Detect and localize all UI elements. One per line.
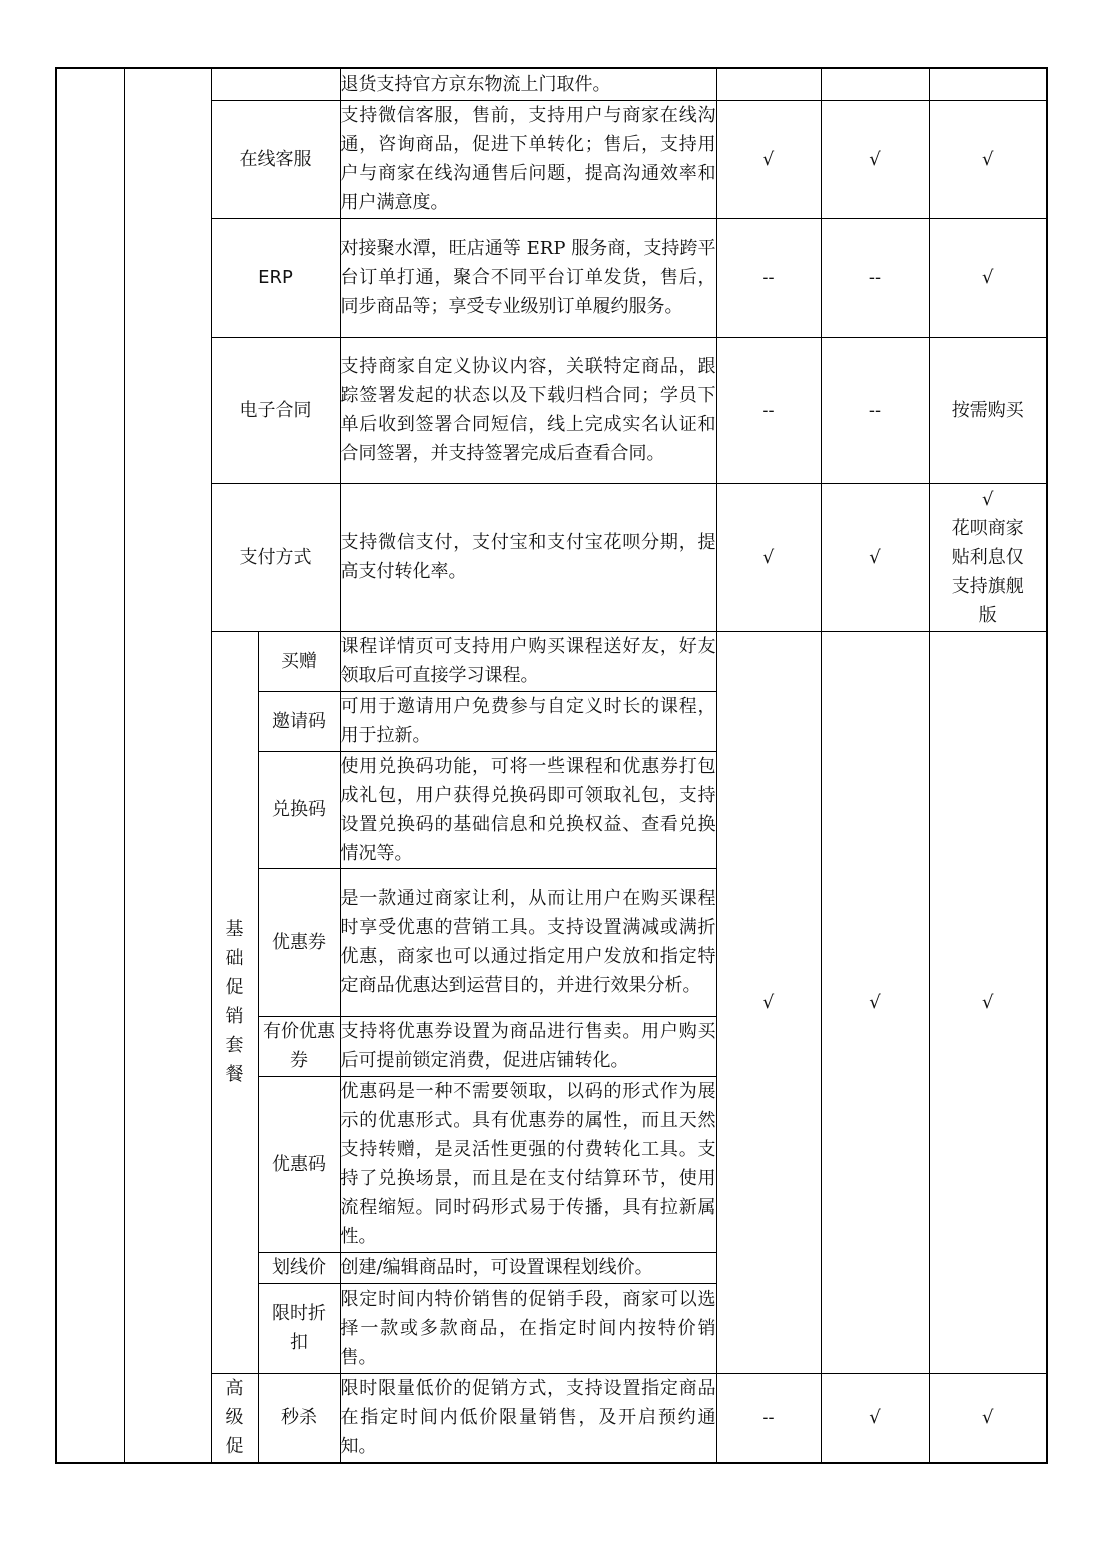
plan-3-mark: √ — [929, 1373, 1047, 1463]
sub-category-cell — [124, 68, 211, 1463]
promo-item-description: 优惠码是一种不需要领取，以码的形式作为展示的优惠形式。具有优惠券的属性，而且天然支持转赠，是灵活性更强的付费转化工具。支持了兑换场景，而且是在支付结算环节，使用流程缩短。同时码形式易于传播，具有拉新属性。 — [340, 1076, 716, 1252]
feature-description: 对接聚水潭，旺店通等 ERP 服务商，支持跨平台订单打通，聚合不同平台订单发货，售后，同步商品等；享受专业级别订单履约服务。 — [340, 218, 716, 337]
promo-item-name: 有价优惠券 — [258, 1016, 340, 1076]
plan-2-mark: -- — [821, 337, 929, 483]
promo-item-description: 可用于邀请用户免费参与自定义时长的课程，用于拉新。 — [340, 691, 716, 751]
plan-3-mark: √ — [929, 631, 1047, 1373]
plan-2-mark: √ — [821, 483, 929, 631]
promo-item-name: 买赠 — [258, 631, 340, 691]
promo-item-description: 限定时间内特价销售的促销手段，商家可以选择一款或多款商品，在指定时间内按特价销售。 — [340, 1283, 716, 1373]
promo-item-description: 课程详情页可支持用户购买课程送好友，好友领取后可直接学习课程。 — [340, 631, 716, 691]
promo-item-name: 优惠码 — [258, 1076, 340, 1252]
promo-item-name: 划线价 — [258, 1252, 340, 1283]
plan-2-mark — [821, 68, 929, 100]
promo-item-name: 邀请码 — [258, 691, 340, 751]
plan-2-mark: -- — [821, 218, 929, 337]
plan-3-mark: √ — [929, 100, 1047, 218]
plan-2-mark: √ — [821, 100, 929, 218]
plan-3-mark — [929, 483, 1047, 631]
feature-description: 支持微信支付，支付宝和支付宝花呗分期，提高支付转化率。 — [340, 483, 716, 631]
promo-item-name: 限时折扣 — [258, 1283, 340, 1373]
feature-description: 退货支持官方京东物流上门取件。 — [340, 68, 716, 100]
plan-1-mark: √ — [716, 483, 821, 631]
promo-item-description: 支持将优惠券设置为商品进行售卖。用户购买后可提前锁定消费，促进店铺转化。 — [340, 1016, 716, 1076]
plan-3-mark: √ — [929, 218, 1047, 337]
check-mark: √ — [982, 488, 994, 510]
plan-1-mark: -- — [716, 1373, 821, 1463]
basic-promo-group-label: 基础促销套餐 — [211, 631, 258, 1373]
promo-item-description: 是一款通过商家让利，从而让用户在购买课程时享受优惠的营销工具。支持设置满减或满折优惠，商家也可以通过指定用户发放和指定特定商品优惠达到运营目的，并进行效果分析。 — [340, 868, 716, 1016]
promo-item-name: 秒杀 — [258, 1373, 340, 1463]
feature-name: 电子合同 — [211, 337, 340, 483]
feature-description: 支持商家自定义协议内容，关联特定商品，跟踪签署发起的状态以及下载归档合同；学员下单后收到签署合同短信，线上完成实名认证和合同签署，并支持签署完成后查看合同。 — [340, 337, 716, 483]
plan-2-mark: √ — [821, 631, 929, 1373]
feature-name: ERP — [211, 218, 340, 337]
feature-description: 支持微信客服，售前，支持用户与商家在线沟通，咨询商品，促进下单转化；售后，支持用户与商家在线沟通售后问题，提高沟通效率和用户满意度。 — [340, 100, 716, 218]
promo-item-description: 限时限量低价的促销方式，支持设置指定商品在指定时间内低价限量销售，及开启预约通知。 — [340, 1373, 716, 1463]
promo-item-description: 创建/编辑商品时，可设置课程划线价。 — [340, 1252, 716, 1283]
plan-3-mark: 按需购买 — [929, 337, 1047, 483]
plan-1-mark: √ — [716, 100, 821, 218]
plan-1-mark: √ — [716, 631, 821, 1373]
plan-3-note: 花呗商家贴利息仅支持旗舰版 — [951, 517, 1024, 626]
plan-1-mark: -- — [716, 337, 821, 483]
promo-item-name: 优惠券 — [258, 868, 340, 1016]
feature-name: 在线客服 — [211, 100, 340, 218]
plan-1-mark: -- — [716, 218, 821, 337]
outer-category-cell — [56, 68, 124, 1463]
promo-item-name: 兑换码 — [258, 751, 340, 868]
plan-2-mark: √ — [821, 1373, 929, 1463]
feature-name-cell — [211, 68, 340, 100]
feature-comparison-table — [55, 67, 1048, 1464]
feature-name: 支付方式 — [211, 483, 340, 631]
table-row-return — [56, 68, 1047, 100]
plan-3-mark — [929, 68, 1047, 100]
plan-1-mark — [716, 68, 821, 100]
advanced-promo-group-label: 高级促 — [211, 1373, 258, 1463]
promo-item-description: 使用兑换码功能，可将一些课程和优惠券打包成礼包，用户获得兑换码即可领取礼包，支持设置兑换码的基础信息和兑换权益、查看兑换情况等。 — [340, 751, 716, 868]
